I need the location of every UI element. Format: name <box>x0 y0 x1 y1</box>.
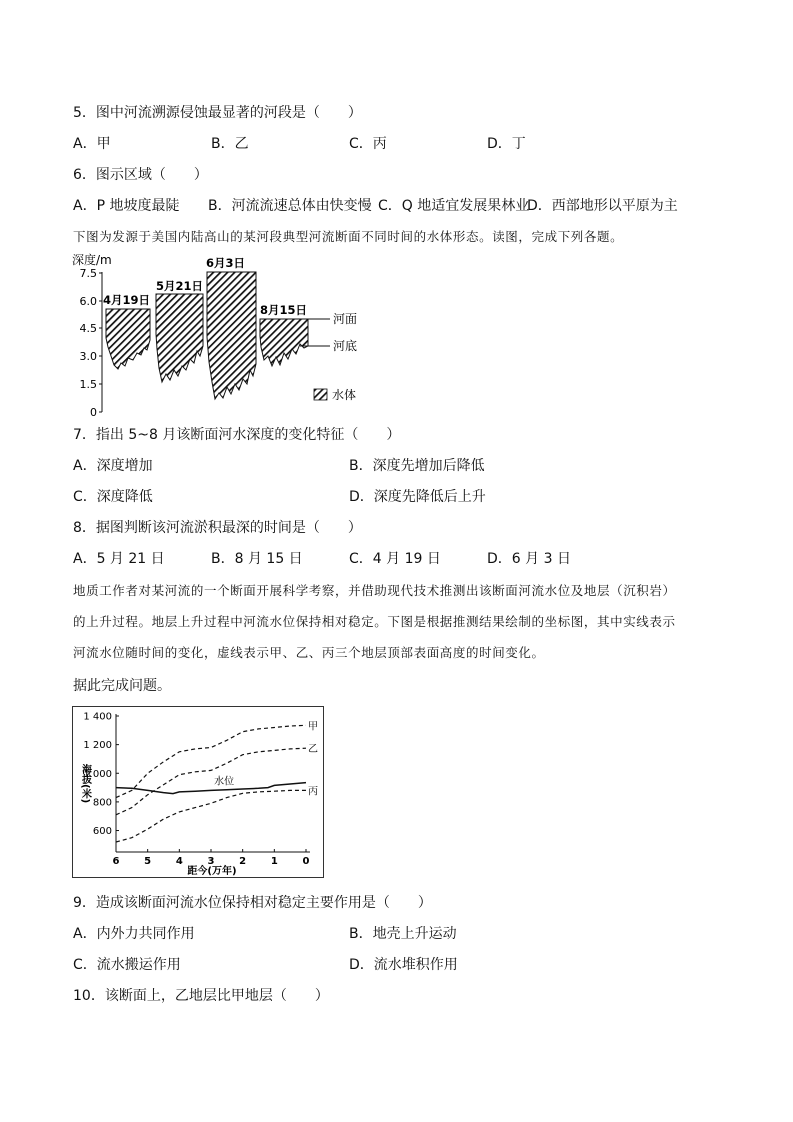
section-0815 <box>260 319 308 366</box>
x-tick-label: 0 <box>302 856 310 867</box>
x-tick-label: 6 <box>112 856 120 867</box>
depth-ticks <box>80 267 103 419</box>
x-tick-label: 5 <box>144 856 152 867</box>
q7-option-a: A．深度增加 <box>73 458 153 474</box>
q5-option-c: C．丙 <box>349 136 387 152</box>
tick-4-5: 4.5 <box>79 322 97 335</box>
series-label-0: 甲 <box>308 721 318 733</box>
q5-option-b: B．乙 <box>211 136 249 152</box>
passage-intro-2-line3: 河流水位随时间的变化，虚线表示甲、乙、丙三个地层顶部表面高度的时间变化。 <box>73 645 545 660</box>
q7-option-c: C．深度降低 <box>73 489 153 505</box>
section-0603 <box>207 272 256 399</box>
series-label-3: 丙 <box>308 786 318 798</box>
y-tick-label: 1 400 <box>83 711 112 723</box>
tick-3-0: 3.0 <box>79 350 97 363</box>
x-tick-label: 4 <box>175 856 183 867</box>
passage-intro-2-line1: 地质工作者对某河流的一个断面开展科学考察，并借助现代技术推测出该断面河流水位及地层（沉积岩） <box>73 583 676 598</box>
q6-option-b: B．河流流速总体由快变慢 <box>208 198 372 214</box>
q5-option-d: D．丁 <box>487 136 526 152</box>
q6-option-d: D．西部地形以平原为主 <box>527 198 678 214</box>
x-tick-label: 1 <box>270 856 278 867</box>
question-5-stem: 5．图中河流溯源侵蚀最显著的河段是（ ） <box>73 105 362 121</box>
question-6-stem: 6．图示区域（ ） <box>73 167 208 183</box>
tick-6-0: 6.0 <box>79 295 97 308</box>
passage-intro-3: 据此完成问题。 <box>73 678 171 694</box>
tick-0: 0 <box>90 406 97 419</box>
y-tick-label: 1 200 <box>83 740 112 752</box>
q9-option-b: B．地壳上升运动 <box>349 926 457 942</box>
y-tick-label: 800 <box>92 797 112 809</box>
section-0419 <box>106 309 150 369</box>
q8-option-c: C．4 月 19 日 <box>349 551 441 567</box>
question-7-stem: 7．指出 5~8 月该断面河水深度的变化特征（ ） <box>73 427 401 443</box>
q6-option-c: C．Q 地适宜发展果林业 <box>378 198 530 214</box>
q5-option-a: A．甲 <box>73 136 111 152</box>
q9-option-c: C．流水搬运作用 <box>73 957 181 973</box>
passage-intro-1: 下图为发源于美国内陆高山的某河段典型河流断面不同时间的水体形态。读图，完成下列各题。 <box>73 229 624 244</box>
q8-option-a: A．5 月 21 日 <box>73 551 165 567</box>
date-label-0419: 4月19日 <box>103 293 151 307</box>
tick-7-5: 7.5 <box>79 267 97 280</box>
x-tick-label: 3 <box>207 856 215 867</box>
label-river-bottom: 河底 <box>333 339 358 353</box>
date-label-0521: 5月21日 <box>156 279 204 293</box>
tick-1-5: 1.5 <box>79 378 97 391</box>
y-tick-label: 600 <box>92 826 112 838</box>
legend-swatch <box>314 389 327 400</box>
question-8-stem: 8．据图判断该河流淤积最深的时间是（ ） <box>73 520 362 536</box>
date-label-0815: 8月15日 <box>260 303 308 317</box>
q6-option-a: A．P 地坡度最陡 <box>73 198 180 214</box>
q9-option-a: A．内外力共同作用 <box>73 926 195 942</box>
question-10-stem: 10．该断面上，乙地层比甲地层（ ） <box>73 988 329 1004</box>
x-axis-label: 距今(万年) <box>187 866 237 877</box>
date-label-0603: 6月3日 <box>206 256 246 270</box>
q8-option-b: B．8 月 15 日 <box>211 551 303 567</box>
q7-option-d: D．深度先降低后上升 <box>349 489 486 505</box>
legend-water-label: 水体 <box>332 388 357 402</box>
q9-option-d: D．流水堆积作用 <box>349 957 458 973</box>
y-tick-label: 1 000 <box>83 768 112 780</box>
river-cross-section-figure <box>70 252 380 422</box>
q7-option-b: B．深度先增加后降低 <box>349 458 485 474</box>
depth-axis-label: 深度/m <box>72 253 112 267</box>
question-9-stem: 9．造成该断面河流水位保持相对稳定主要作用是（ ） <box>73 895 432 911</box>
strata-water-level-chart <box>72 706 324 878</box>
series-label-2: 水位 <box>214 776 235 788</box>
y-axis-label: 海拔(米) <box>79 764 91 804</box>
x-tick-label: 2 <box>239 856 247 867</box>
section-0521 <box>156 294 203 382</box>
passage-intro-2-line2: 的上升过程。地层上升过程中河流水位保持相对稳定。下图是根据推测结果绘制的坐标图，其中实线表示 <box>73 614 676 629</box>
q8-option-d: D．6 月 3 日 <box>487 551 571 567</box>
label-river-surface: 河面 <box>333 312 358 326</box>
series-label-1: 乙 <box>308 744 318 756</box>
